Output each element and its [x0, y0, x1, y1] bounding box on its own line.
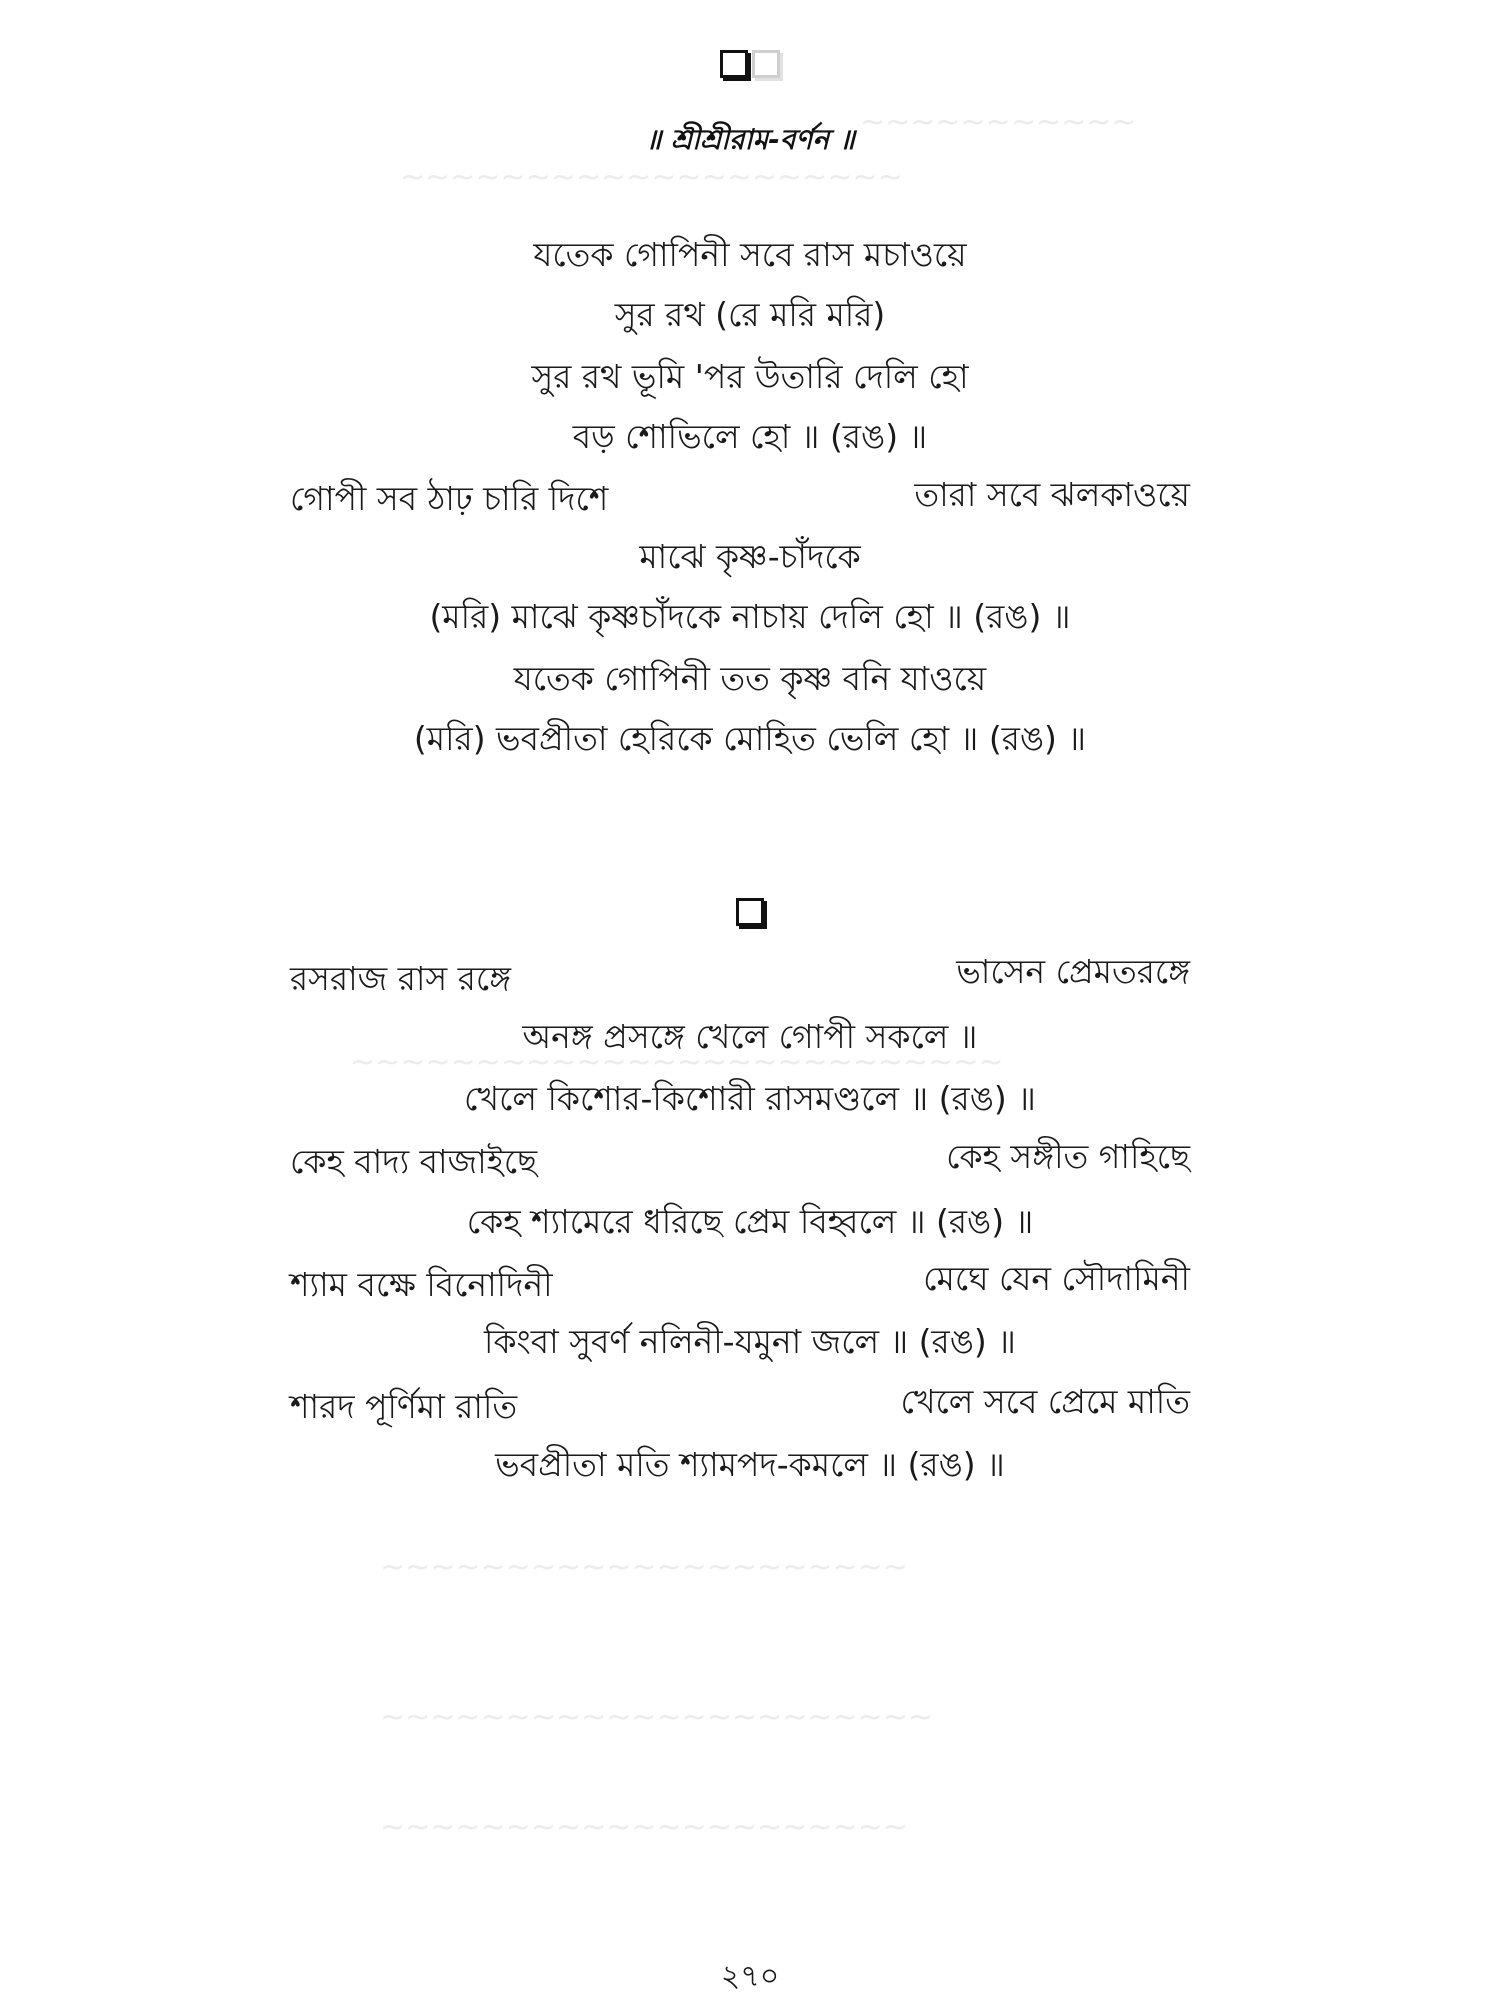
verse-line: সুর রথ (রে মরি মরি) — [614, 295, 886, 334]
section-heading: ॥ শ্রীশ্রীরাম-বর্ণন ॥ — [645, 123, 855, 156]
verse-line: যতেক গোপিনী তত কৃষ্ণ বনি যাওয়ে — [513, 659, 987, 698]
verse-left: কেহ বাদ্য বাজাইছে — [290, 1142, 538, 1181]
square-ornament-icon — [720, 50, 748, 78]
verse-right: তারা সবে ঝলকাওয়ে — [914, 475, 1190, 514]
verse-right: খেলে সবে প্রেমে মাতি — [900, 1382, 1190, 1421]
verse-left: শ্যাম বক্ষে বিনোদিনী — [290, 1265, 553, 1304]
verse-right: কেহ সঙ্গীত গাহিছে — [946, 1137, 1190, 1176]
bleed-through-text: ~~~~~~~~~~~~~~~~~~~~~~ — [380, 1700, 934, 1735]
verse-line: সুর রথ ভূমি 'পর উতারি দেলি হো — [531, 357, 969, 396]
page-number: ২৭০ — [720, 1959, 780, 1994]
verse-right: মেঘে যেন সৌদামিনী — [923, 1259, 1190, 1298]
bleed-through-text: ~~~~~~~~~~~~~~~~~~~~~~~~~~ — [350, 1045, 1004, 1080]
square-ornament-icon — [752, 50, 780, 78]
bleed-through-text: ~~~~~~~~~~~~~~~~~~~~ — [400, 160, 903, 195]
verse-line: (মরি) ভবপ্রীতা হেরিকে মোহিত ভেলি হো ॥ (রঙ) ॥ — [413, 719, 1087, 758]
verse-line: যতেক গোপিনী সবে রাস মচাওয়ে — [533, 235, 967, 274]
verse-right: ভাসেন প্রেমতরঙ্গে — [956, 952, 1190, 991]
verse-left: শারদ পূর্ণিমা রাতি — [290, 1387, 518, 1426]
verse-left: গোপী সব ঠাঢ় চারি দিশে — [290, 479, 609, 518]
verse-line: মাঝে কৃষ্ণ-চাঁদকে — [639, 537, 861, 576]
verse-line: ভবপ্রীতা মতি শ্যামপদ-কমলে ॥ (রঙ) ॥ — [495, 1445, 1005, 1484]
square-ornament-icon — [736, 898, 764, 926]
bleed-through-text: ~~~~~~~~~~~ — [860, 105, 1137, 140]
section-ornament — [720, 50, 780, 78]
verse-line: (মরি) মাঝে কৃষ্ণচাঁদকে নাচায় দেলি হো ॥ (রঙ) ॥ — [429, 597, 1071, 636]
verse-line: কিংবা সুবর্ণ নলিনী-যমুনা জলে ॥ (রঙ) ॥ — [484, 1322, 1016, 1361]
verse-line: কেহ শ্যামেরে ধরিছে প্রেম বিহ্বলে ॥ (রঙ) ॥ — [466, 1202, 1034, 1241]
verse-line: খেলে কিশোর-কিশোরী রাসমণ্ডলে ॥ (রঙ) ॥ — [464, 1079, 1036, 1118]
bleed-through-text: ~~~~~~~~~~~~~~~~~~~~~ — [380, 1550, 908, 1585]
verse-left: রসরাজ রাস রঙ্গে — [290, 959, 511, 998]
bleed-through-text: ~~~~~~~~~~~~~~~~~~~~~ — [380, 1810, 908, 1845]
verse-line: অনঙ্গ প্রসঙ্গে খেলে গোপী সকলে ॥ — [522, 1017, 978, 1056]
section-ornament — [736, 898, 764, 926]
verse-line: বড় শোভিলে হো ॥ (রঙ) ॥ — [572, 417, 928, 456]
